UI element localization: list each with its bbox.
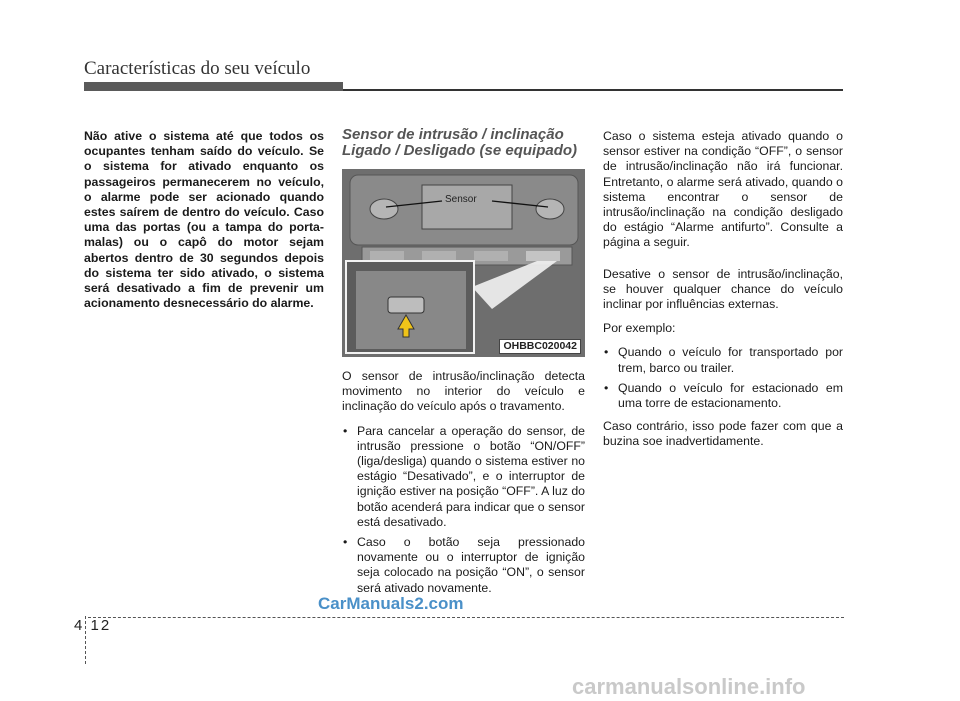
list-item-text: Quando o veículo for transportado por trem, barco ou trailer. bbox=[618, 345, 843, 375]
info-paragraph-2: Desative o sensor de intrusão/inclinação, se houver qualquer chance do veículo inclinar por influências externas. bbox=[603, 266, 843, 312]
sensor-column bbox=[342, 127, 585, 604]
page-header-title: Características do seu veículo bbox=[84, 58, 311, 79]
figure-code: OHBBC020042 bbox=[499, 339, 581, 354]
section-title-line2: Ligado / Desligado (se equipado) bbox=[342, 142, 578, 159]
warning-column bbox=[84, 129, 324, 320]
list-item bbox=[342, 424, 585, 530]
footer-vertical-rule bbox=[85, 616, 86, 664]
section-title-line1: Sensor de intrusão / inclinação bbox=[342, 126, 564, 143]
sensor-callout-label: Sensor bbox=[445, 194, 477, 205]
list-item bbox=[603, 381, 843, 411]
section-title bbox=[342, 127, 585, 159]
list-item bbox=[603, 345, 843, 375]
info-paragraph-1: Caso o sistema esteja ativado quando o sensor estiver na condição “OFF”, o sensor de intrusão/inclinação não irá funcionar. Entretanto, o alarme será ativado, quando o sistema encontrar o sensor de intrusão/inclinação na condição desligado do estágio “Alarme antifurto”. Consulte a página a seguir. bbox=[603, 129, 843, 250]
list-item-text: Caso o botão seja pressionado novamente ou o interruptor de ignição seja colocado na posição “ON”, o sensor será ativado novamente. bbox=[357, 535, 585, 595]
list-item-text: Para cancelar a operação do sensor, de intrusão pressione o botão “ON/OFF” (liga/desliga) quando o sistema estiver no estágio “Desativado”, e o interruptor de ignição estiver na posição “OFF”. A luz do botão acenderá para indicar que o sensor está desativado. bbox=[357, 423, 585, 529]
info-paragraph-4: Caso contrário, isso pode fazer com que a buzina soe inadvertidamente. bbox=[603, 419, 843, 449]
sensor-intro: O sensor de intrusão/inclinação detecta movimento no interior do veículo e inclinação do veículo após o travamento. bbox=[342, 369, 585, 414]
sensor-bullet-list bbox=[342, 424, 585, 596]
page-number: 4 12 bbox=[74, 617, 112, 634]
warning-text: Não ative o sistema até que todos os ocupantes tenham saído do veículo. Se o sistema for ativado enquanto os passageiros permanecerem no veículo, o alarme pode ser acionado quando estes saírem de dentro do veículo. Caso uma das portas (ou a tampa do porta-malas) ou o capô do motor sejam abertos dentro de 30 segundos depois do sistema ter sido ativado, o sistema será desativado a fim de prevenir um acionamento desnecessário do alarme. bbox=[84, 129, 324, 311]
list-item bbox=[342, 535, 585, 596]
sensor-photo bbox=[342, 169, 585, 357]
header-bar bbox=[84, 82, 343, 91]
info-paragraph-3: Por exemplo: bbox=[603, 321, 676, 336]
bullet-icon: • bbox=[343, 535, 348, 550]
list-item-text: Quando o veículo for estacionado em uma torre de estacionamento. bbox=[618, 380, 843, 411]
watermark-carmanualsonline[interactable]: carmanualsonline.info bbox=[572, 674, 806, 699]
watermark-carmanuals2[interactable]: CarManuals2.com bbox=[318, 594, 464, 613]
info-column bbox=[603, 129, 843, 459]
info-bullet-list bbox=[603, 345, 843, 411]
bullet-icon: • bbox=[604, 380, 609, 395]
footer-horizontal-rule bbox=[88, 617, 844, 618]
bullet-icon: • bbox=[343, 423, 348, 438]
bullet-icon: • bbox=[604, 345, 609, 360]
header-rule bbox=[343, 89, 843, 91]
